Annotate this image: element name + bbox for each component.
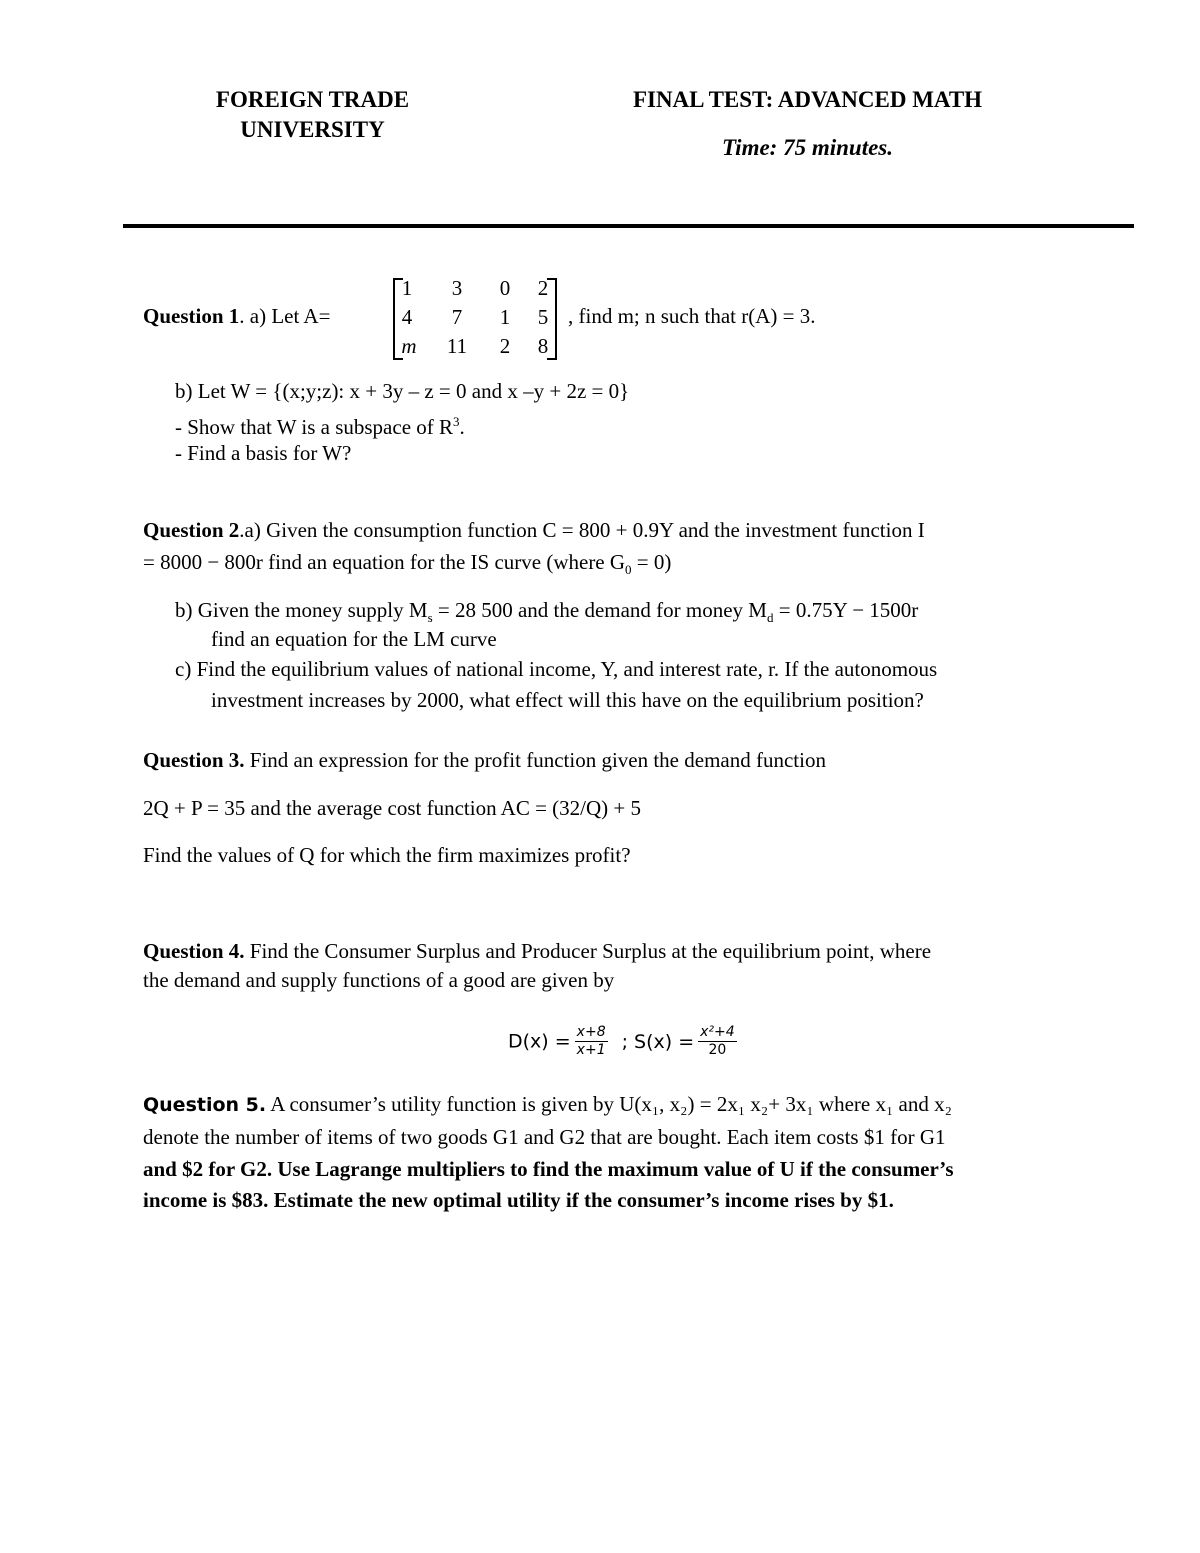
q2-b-sub1: s xyxy=(427,610,433,626)
item-1-text: - Show that W is a subspace of R xyxy=(175,415,454,439)
demand-numerator: x+8 xyxy=(576,1024,606,1040)
matrix-cell: 3 xyxy=(451,276,463,300)
supply-numerator: x²+4 xyxy=(700,1024,735,1040)
question-3-line3: Find the values of Q for which the firm maximizes profit? xyxy=(143,843,631,867)
demand-fraction xyxy=(575,1024,608,1059)
question-3-line2: 2Q + P = 35 and the average cost function AC = (32/Q) + 5 xyxy=(143,796,642,820)
q2-b-sub2: d xyxy=(766,610,774,626)
q2-b-text3: = 0.75Y − 1500r xyxy=(773,598,919,622)
question-3-line1 xyxy=(143,746,826,774)
q5-line1-text: A consumer’s utility function is given by U(x₁, x₂) = 2x₁ x₂+ 3x₁ where x₁ and x₂ xyxy=(266,1092,952,1116)
question-2-label: Question 2 xyxy=(143,518,240,542)
question-2-c-line2: investment increases by 2000, what effect will this have on the equilibrium position? xyxy=(211,688,924,712)
question-3-label: Question 3. xyxy=(143,748,245,772)
matrix-cell: 1 xyxy=(401,276,413,300)
university-name xyxy=(190,85,435,145)
supply-fraction xyxy=(698,1024,737,1059)
matrix-a xyxy=(389,274,569,362)
q3-line1-text: Find an expression for the profit function given the demand function xyxy=(244,748,826,772)
matrix-cell: 2 xyxy=(499,334,511,358)
question-4-label: Question 4. xyxy=(143,939,245,963)
matrix-cell: 8 xyxy=(537,334,549,358)
item-1-end: . xyxy=(459,415,465,439)
question-5-line1 xyxy=(143,1090,952,1119)
question-5-line4: income is $83. Estimate the new optimal utility if the consumer’s income rises by $1. xyxy=(143,1188,894,1212)
q2-a-line2-sub: 0 xyxy=(625,562,632,578)
demand-label: D(x) = xyxy=(508,1030,571,1053)
question-2-a-line1 xyxy=(143,516,925,544)
matrix-cell: 11 xyxy=(446,334,468,358)
matrix-cell: m xyxy=(401,334,417,358)
matrix-cell: 2 xyxy=(537,276,549,300)
supply-denominator: 20 xyxy=(708,1042,727,1058)
question-1-b: b) Let W = {(x;y;z): x + 3y – z = 0 and x –y + 2z = 0} xyxy=(175,379,630,403)
question-5-label: Question 5. xyxy=(143,1094,267,1116)
university-line1: FOREIGN TRADE xyxy=(215,87,410,112)
matrix-cell: 5 xyxy=(537,305,549,329)
question-1-b-item-2: - Find a basis for W? xyxy=(175,441,352,465)
test-title: FINAL TEST: ADVANCED MATH xyxy=(632,87,983,112)
demand-denominator: x+1 xyxy=(576,1042,606,1058)
question-2-b-line2: find an equation for the LM curve xyxy=(211,627,497,651)
demand-supply-formula xyxy=(508,1024,737,1059)
matrix-cell: 0 xyxy=(499,276,511,300)
question-1-a-suffix: , find m; n such that r(A) = 3. xyxy=(568,304,816,328)
matrix-cell: 7 xyxy=(451,305,463,329)
question-2-a-line2 xyxy=(143,548,671,584)
item-1-sup: 3 xyxy=(453,414,460,429)
q2-a-line2-text: = 8000 − 800r find an equation for the IS curve (where G xyxy=(143,550,626,574)
q2-b-text1: b) Given the money supply M xyxy=(175,598,428,622)
question-5-line2: denote the number of items of two goods G1 and G2 that are bought. Each item costs $1 for G1 xyxy=(143,1125,946,1149)
question-1-label: Question 1 xyxy=(143,304,240,328)
header-divider xyxy=(123,224,1134,228)
q2-b-text2: = 28 500 and the demand for money M xyxy=(432,598,767,622)
question-1-a xyxy=(143,302,330,330)
question-1-a-prefix: . a) Let A= xyxy=(239,304,331,328)
q4-line1-text: Find the Consumer Surplus and Producer Surplus at the equilibrium point, where xyxy=(244,939,932,963)
q2-a-line2-end: = 0) xyxy=(631,550,672,574)
supply-label: ; S(x) = xyxy=(621,1030,695,1053)
q2-a-line1-text: .a) Given the consumption function C = 800 + 0.9Y and the investment function I xyxy=(239,518,925,542)
test-time: Time: 75 minutes. xyxy=(721,135,893,160)
question-4-line2: the demand and supply functions of a good are given by xyxy=(143,968,615,992)
matrix-cell: 1 xyxy=(499,305,511,329)
question-1-b-item-1 xyxy=(175,408,465,441)
question-4-line1 xyxy=(143,937,931,965)
question-5-line3: and $2 for G2. Use Lagrange multipliers to find the maximum value of U if the consumer’s xyxy=(143,1157,954,1181)
university-line2: UNIVERSITY xyxy=(240,117,385,142)
matrix-cell: 4 xyxy=(401,305,413,329)
question-2-c-line1: c) Find the equilibrium values of national income, Y, and interest rate, r. If the autonomous xyxy=(175,657,938,681)
